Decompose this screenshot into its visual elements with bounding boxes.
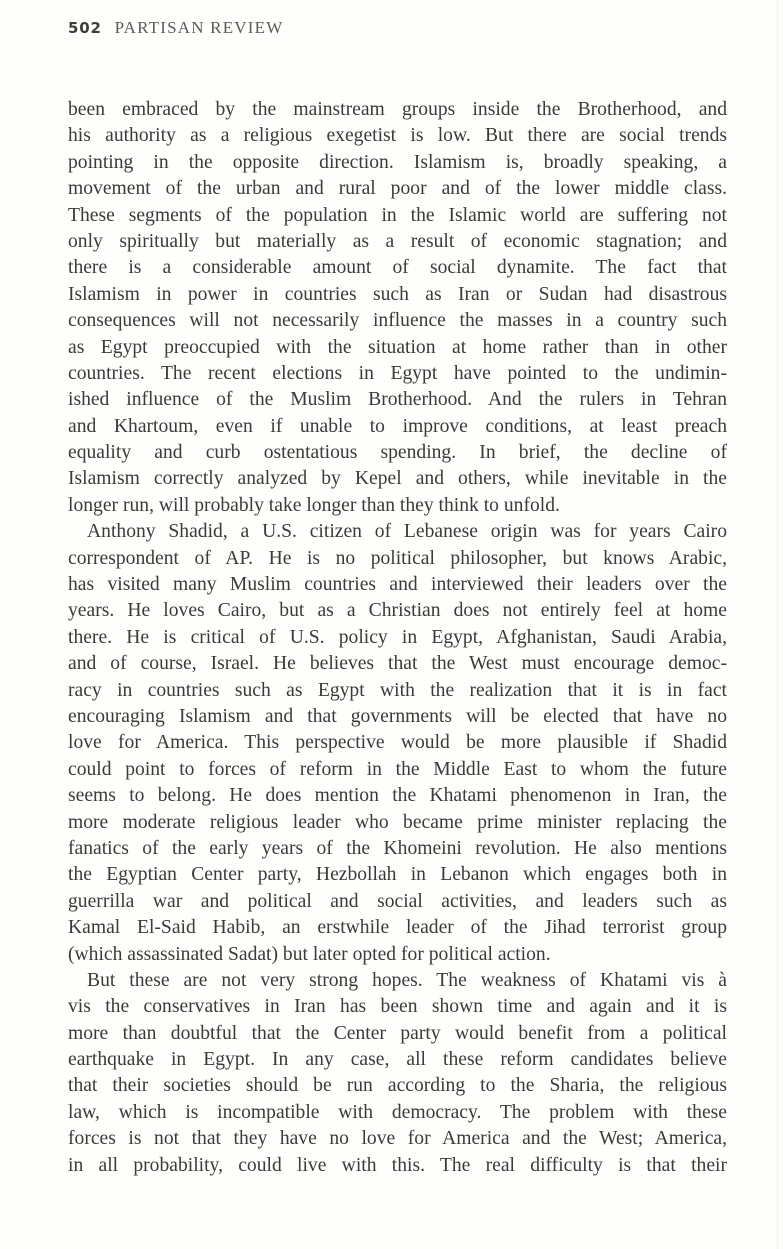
text-line: But these are not very strong hopes. The weakness of Khatami vis à: [87, 969, 727, 991]
text-line: Kamal El-Said Habib, an erstwhile leader of the Jihad terrorist group: [68, 917, 727, 939]
text-line: pointing in the opposite direction. Islamism is, broadly speaking, a: [68, 151, 727, 173]
text-line: earthquake in Egypt. In any case, all these reform candidates believe: [68, 1049, 727, 1071]
text-line: guerrilla war and political and social activities, and leaders such as: [68, 890, 727, 912]
text-line: forces is not that they have no love for America and the West; America,: [68, 1128, 727, 1150]
running-head: [68, 18, 283, 38]
text-line: as Egypt preoccupied with the situation at home rather than in other: [68, 336, 727, 358]
page-number: 502: [68, 19, 102, 37]
text-line: the Egyptian Center party, Hezbollah in Lebanon which engages both in: [68, 864, 727, 886]
text-line: racy in countries such as Egypt with the realization that it is in fact: [68, 679, 727, 701]
text-line: (which assassinated Sadat) but later opted for political action.: [68, 943, 551, 965]
text-line: Anthony Shadid, a U.S. citizen of Lebanese origin was for years Cairo: [87, 521, 727, 543]
text-line: there. He is critical of U.S. policy in Egypt, Afghanistan, Saudi Arabia,: [68, 626, 727, 648]
text-line: These segments of the population in the Islamic world are suffering not: [68, 204, 727, 226]
text-line: and Khartoum, even if unable to improve conditions, at least preach: [68, 415, 727, 437]
paragraph: [68, 97, 727, 519]
text-line: encouraging Islamism and that governments will be elected that have no: [68, 705, 727, 727]
text-line: been embraced by the mainstream groups inside the Brotherhood, and: [68, 99, 727, 120]
text-line: Islamism in power in countries such as Iran or Sudan had disastrous: [68, 283, 727, 305]
text-line: correspondent of AP. He is no political philosopher, but knows Arabic,: [68, 547, 727, 569]
page-edge: [777, 0, 778, 1249]
text-line: seems to belong. He does mention the Khatami phenomenon in Iran, the: [68, 785, 727, 807]
text-line: could point to forces of reform in the Middle East to whom the future: [68, 758, 727, 780]
text-line: countries. The recent elections in Egypt have pointed to the undimin-: [68, 362, 727, 384]
text-line: equality and curb ostentatious spending. In brief, the decline of: [68, 442, 727, 464]
text-line: longer run, will probably take longer than they think to unfold.: [68, 494, 560, 516]
article-body: [68, 97, 727, 1179]
text-line: that their societies should be run according to the Sharia, the religious: [68, 1075, 727, 1097]
text-line: more moderate religious leader who became prime minister replacing the: [68, 811, 727, 833]
text-line: years. He loves Cairo, but as a Christian does not entirely feel at home: [68, 600, 727, 622]
text-line: ished influence of the Muslim Brotherhood. And the rulers in Tehran: [68, 389, 727, 411]
text-line: consequences will not necessarily influence the masses in a country such: [68, 310, 727, 332]
journal-title: PARTISAN REVIEW: [114, 18, 284, 37]
text-line: has visited many Muslim countries and interviewed their leaders over the: [68, 574, 727, 596]
text-line: there is a considerable amount of social dynamite. The fact that: [68, 257, 727, 279]
text-line: only spiritually but materially as a result of economic stagnation; and: [68, 230, 727, 252]
text-line: movement of the urban and rural poor and of the lower middle class.: [68, 178, 727, 200]
text-line: and of course, Israel. He believes that the West must encourage democ-: [68, 653, 727, 675]
text-line: love for America. This perspective would be more plausible if Shadid: [68, 732, 727, 754]
text-line: fanatics of the early years of the Khomeini revolution. He also mentions: [68, 837, 727, 859]
text-line: in all probability, could live with this. The real difficulty is that their: [68, 1154, 727, 1176]
text-line: Islamism correctly analyzed by Kepel and others, while inevitable in the: [68, 468, 727, 490]
paragraph: [68, 519, 727, 968]
text-line: law, which is incompatible with democracy. The problem with these: [68, 1101, 727, 1123]
text-line: more than doubtful that the Center party would benefit from a political: [68, 1022, 727, 1044]
paragraph: [68, 968, 727, 1179]
text-line: vis the conservatives in Iran has been shown time and again and it is: [68, 996, 727, 1018]
text-line: his authority as a religious exegetist is low. But there are social trends: [68, 125, 727, 147]
